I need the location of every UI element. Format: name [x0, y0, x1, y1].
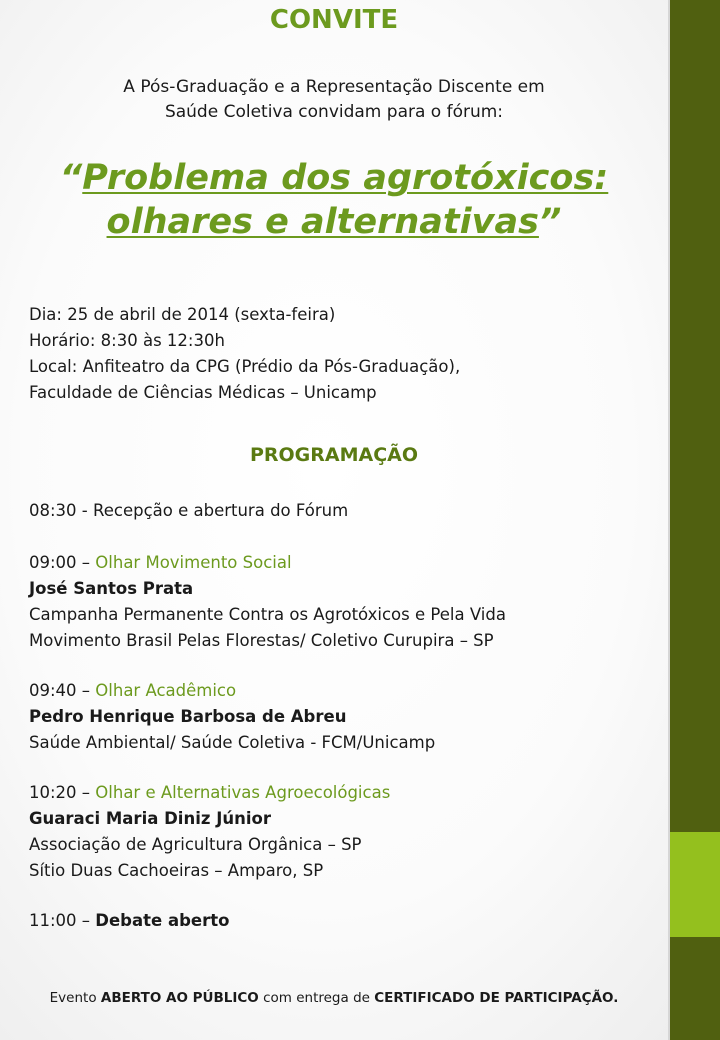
intro-line-1: A Pós-Graduação e a Representação Discente em — [123, 77, 545, 97]
session-2 — [29, 678, 659, 756]
event-details — [29, 302, 659, 406]
sidebar-dark-band-top — [668, 0, 720, 832]
forum-title-line-2 — [0, 200, 668, 244]
close-quote: ” — [538, 202, 562, 242]
session-3-header — [29, 780, 659, 806]
sidebar-divider — [668, 0, 670, 1040]
debate-label: Debate aberto — [95, 911, 230, 930]
forum-title — [0, 156, 668, 244]
session-1-speaker: José Santos Prata — [29, 579, 194, 598]
session-1-time: 09:00 – — [29, 553, 91, 572]
intro-line-2: Saúde Coletiva convidam para o fórum: — [164, 102, 504, 122]
footer-note — [0, 990, 668, 1006]
session-1-header — [29, 550, 659, 576]
program-opening: 08:30 - Recepção e abertura do Fórum — [29, 501, 349, 520]
open-quote: “ — [59, 158, 83, 198]
debate-item — [29, 908, 659, 934]
footer-open-public: ABERTO AO PÚBLICO — [100, 990, 259, 1006]
event-place-1: Local: Anfiteatro da CPG (Prédio da Pós-Graduação), — [29, 357, 461, 376]
session-3-title: Olhar e Alternativas Agroecológicas — [95, 783, 391, 802]
session-3-affiliation-2: Sítio Duas Cachoeiras – Amparo, SP — [29, 861, 324, 880]
forum-title-text-1: Problema dos agrotóxicos: — [82, 158, 609, 198]
footer-text-2: com entrega de — [263, 990, 370, 1006]
session-1-title: Olhar Movimento Social — [95, 553, 292, 572]
event-time: Horário: 8:30 às 12:30h — [29, 331, 225, 350]
intro-text — [0, 75, 668, 125]
session-1 — [29, 550, 659, 654]
program-heading: PROGRAMAÇÃO — [249, 444, 419, 466]
footer-certificate: CERTIFICADO DE PARTICIPAÇÃO. — [374, 990, 619, 1006]
session-3-affiliation-1: Associação de Agricultura Orgânica – SP — [29, 835, 362, 854]
session-2-time: 09:40 – — [29, 681, 91, 700]
session-2-title: Olhar Acadêmico — [95, 681, 237, 700]
session-2-header — [29, 678, 659, 704]
footer-text-1: Evento — [49, 990, 97, 1006]
session-3-speaker: Guaraci Maria Diniz Júnior — [29, 809, 271, 828]
page-title: CONVITE — [269, 5, 399, 35]
decorative-sidebar — [668, 0, 720, 1040]
sidebar-light-band — [668, 832, 720, 937]
debate-time: 11:00 – — [29, 911, 91, 930]
forum-title-line-1 — [0, 156, 668, 200]
session-2-speaker: Pedro Henrique Barbosa de Abreu — [29, 707, 347, 726]
event-date: Dia: 25 de abril de 2014 (sexta-feira) — [29, 305, 336, 324]
session-3-time: 10:20 – — [29, 783, 91, 802]
session-2-affiliation-1: Saúde Ambiental/ Saúde Coletiva - FCM/Unicamp — [29, 733, 436, 752]
session-1-affiliation-1: Campanha Permanente Contra os Agrotóxicos e Pela Vida — [29, 605, 506, 624]
session-3 — [29, 780, 659, 884]
forum-title-text-2: olhares e alternativas — [106, 202, 539, 242]
event-place-2: Faculdade de Ciências Médicas – Unicamp — [29, 383, 377, 402]
sidebar-dark-band-bottom — [668, 937, 720, 1040]
session-1-affiliation-2: Movimento Brasil Pelas Florestas/ Coletivo Curupira – SP — [29, 631, 494, 650]
